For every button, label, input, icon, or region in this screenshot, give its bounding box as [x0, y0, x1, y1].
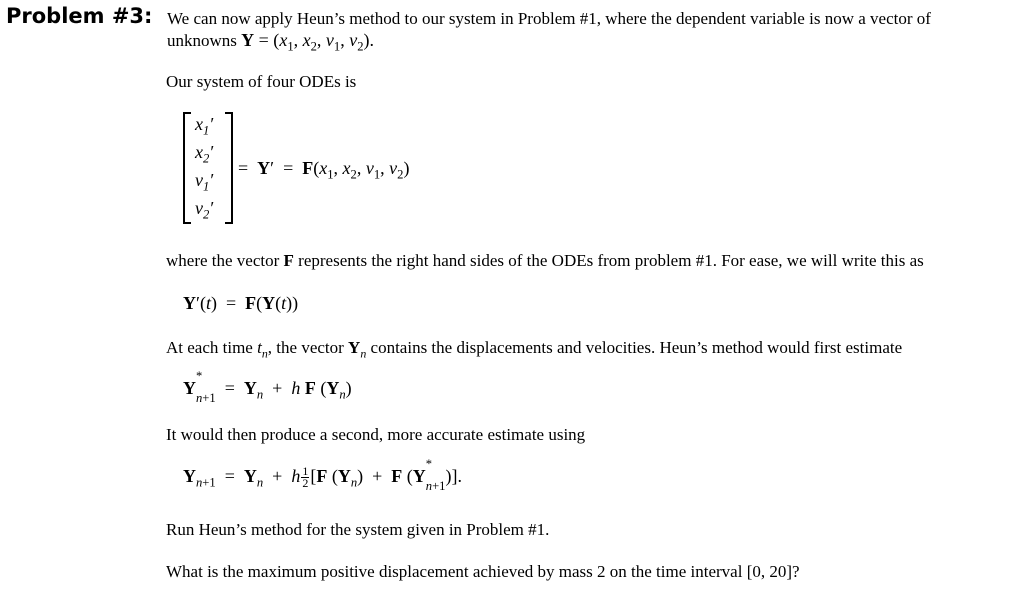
intro-line-2-prefix: unknowns — [167, 31, 237, 50]
one-half-fraction: $\frac{1}{2}$ — [302, 464, 309, 491]
each-time-text: At each time $t_n$, the vector $Y_n$ contains the displacements and velocities. Heun’s method would first estimate — [166, 338, 903, 361]
matrix-entry-x2: $x_2'$ — [195, 142, 214, 166]
vector-description: where the vector F represents the right hand sides of the ODEs from problem #1. For ease, we will write this as — [166, 251, 924, 270]
matrix-entry-v2: $v_2'$ — [195, 198, 214, 222]
compact-ode-equation: Y′(t) = F(Y(t)) — [183, 293, 299, 313]
intro-vector-equation: $Y = (x_1$, $x_2$, $v_1$, $v_2$). — [241, 30, 374, 54]
derivative-matrix — [183, 112, 233, 224]
run-text: Run Heun’s method for the system given in Problem #1. — [166, 520, 550, 539]
problem-heading: Problem #3: — [6, 4, 153, 28]
system-equation: = $Y' = F(x_1$, $x_2$, $v_1$, $v_2$) — [238, 158, 410, 182]
intro-line-1: We can now apply Heun’s method to our system in Problem #1, where the dependent variable is now a vector of — [167, 9, 931, 28]
matrix-entry-x1: $x_1'$ — [195, 114, 214, 138]
predictor-equation: Y * $_{n+1} = Y_n + h$ F $(Y_n)$ — [183, 369, 352, 405]
intro-line-2 — [167, 30, 374, 54]
question-text: What is the maximum positive displacement achieved by mass 2 on the time interval [0, 20]? — [166, 562, 800, 581]
system-text: Our system of four ODEs is — [166, 72, 357, 91]
matrix-entry-v1: $v_1'$ — [195, 170, 214, 194]
second-estimate-text: It would then produce a second, more accurate estimate using — [166, 425, 586, 444]
corrector-equation: $Y_{n+1} = Y_n + h$ $\frac{1}{2}$ [F $(Y_n) + F$ (Y * $_{n+1}$)]. — [183, 457, 462, 493]
